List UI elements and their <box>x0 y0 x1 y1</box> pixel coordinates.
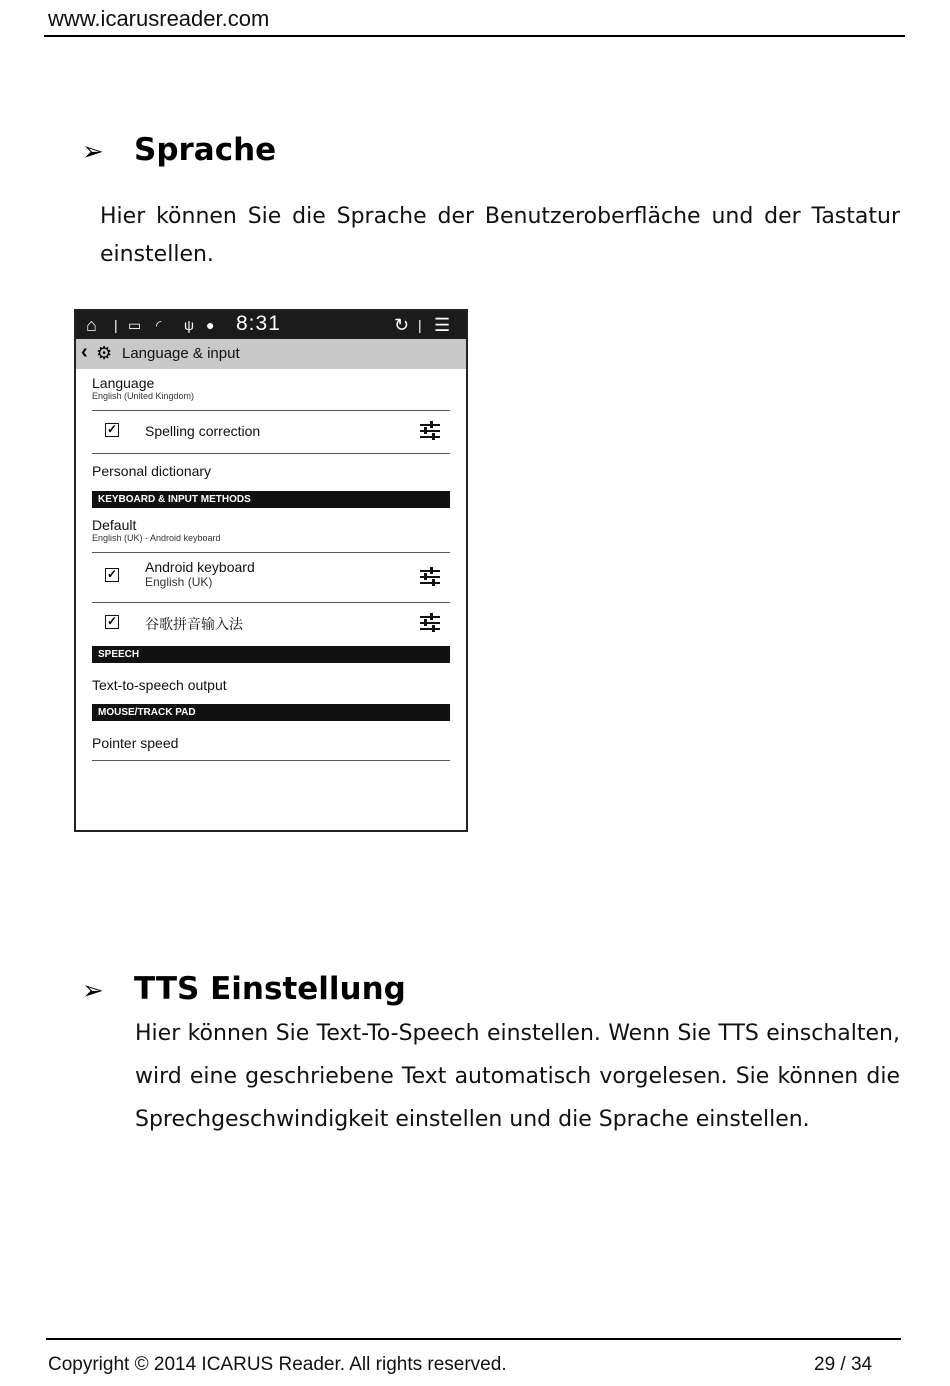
battery-icon: ▭ <box>128 317 142 333</box>
arrow-bullet-icon: ➢ <box>82 137 104 167</box>
settings-sliders-icon[interactable] <box>420 567 440 585</box>
section-title: TTS Einstellung <box>134 971 406 1007</box>
language-setting[interactable] <box>92 375 450 401</box>
default-value: English (UK) - Android keyboard <box>92 533 221 543</box>
header-divider <box>44 35 905 37</box>
settings-sliders-icon[interactable] <box>420 421 440 439</box>
android-keyboard-item[interactable] <box>145 559 395 589</box>
refresh-icon[interactable]: ↻ <box>394 315 410 335</box>
pointer-speed-label: Pointer speed <box>92 735 179 751</box>
category-keyboard-input: KEYBOARD & INPUT METHODS <box>92 491 450 508</box>
android-keyboard-checkbox[interactable]: ✓ <box>106 567 118 581</box>
tts-label: Text-to-speech output <box>92 677 227 693</box>
personal-dictionary-label: Personal dictionary <box>92 463 212 479</box>
language-value: English (United Kingdom) <box>92 391 195 401</box>
usb-icon: ψ <box>184 317 194 333</box>
language-label: Language <box>92 375 155 391</box>
default-keyboard-setting[interactable] <box>92 517 450 543</box>
spelling-correction-item[interactable] <box>145 423 395 439</box>
category-mouse-trackpad: MOUSE/TRACK PAD <box>92 704 450 721</box>
default-label: Default <box>92 517 137 533</box>
pinyin-checkbox[interactable]: ✓ <box>106 614 118 628</box>
screen-title: Language & input <box>122 345 240 362</box>
divider <box>92 760 450 761</box>
divider <box>92 552 450 553</box>
pointer-speed-item[interactable] <box>92 735 450 751</box>
android-icon: ● <box>206 317 215 333</box>
pinyin-input-item[interactable] <box>145 614 395 634</box>
divider <box>92 410 450 411</box>
divider <box>92 453 450 454</box>
settings-sliders-icon[interactable] <box>420 613 440 631</box>
section-heading-tts <box>82 971 406 1007</box>
status-clock: 8:31 <box>236 312 281 335</box>
footer-divider <box>46 1338 901 1340</box>
section-paragraph: Hier können Sie die Sprache der Benutzeroberfläche und der Tastatur einstellen. <box>100 204 900 267</box>
section-paragraph: Hier können Sie Text-To-Speech einstellen. Wenn Sie TTS einschalten, wird eine geschriebene Text automatisch vorgelesen. Sie können die Sprechgeschwindigkeit einstellen und die Sprache einstellen. <box>135 1021 900 1132</box>
page-number: 29 / 34 <box>814 1354 873 1375</box>
category-speech: SPEECH <box>92 646 450 663</box>
tts-output-item[interactable] <box>92 677 450 693</box>
wifi-icon: ◜ <box>156 317 162 333</box>
header-url: www.icarusreader.com <box>48 6 270 31</box>
separator-icon: | <box>418 317 422 333</box>
settings-tools-icon: ⚙ <box>96 343 113 363</box>
personal-dictionary-item[interactable] <box>92 463 450 479</box>
spelling-checkbox[interactable]: ✓ <box>106 422 118 436</box>
section-heading-sprache <box>82 132 276 168</box>
title-bar <box>76 339 466 369</box>
spelling-label: Spelling correction <box>145 423 261 439</box>
separator-icon: | <box>114 317 118 333</box>
home-icon: ⌂ <box>86 315 97 335</box>
device-screenshot <box>74 309 468 832</box>
pinyin-label: 谷歌拼音输入法 <box>145 616 243 632</box>
menu-list-icon[interactable]: ☰ <box>434 315 451 335</box>
footer-copyright: Copyright © 2014 ICARUS Reader. All rights reserved. <box>48 1354 507 1375</box>
android-keyboard-value: English (UK) <box>145 575 213 589</box>
section-title: Sprache <box>134 132 277 168</box>
status-bar <box>76 311 466 339</box>
back-chevron-icon[interactable]: ‹ <box>81 341 88 363</box>
divider <box>92 602 450 603</box>
arrow-bullet-icon: ➢ <box>82 976 104 1006</box>
android-keyboard-label: Android keyboard <box>145 559 255 575</box>
